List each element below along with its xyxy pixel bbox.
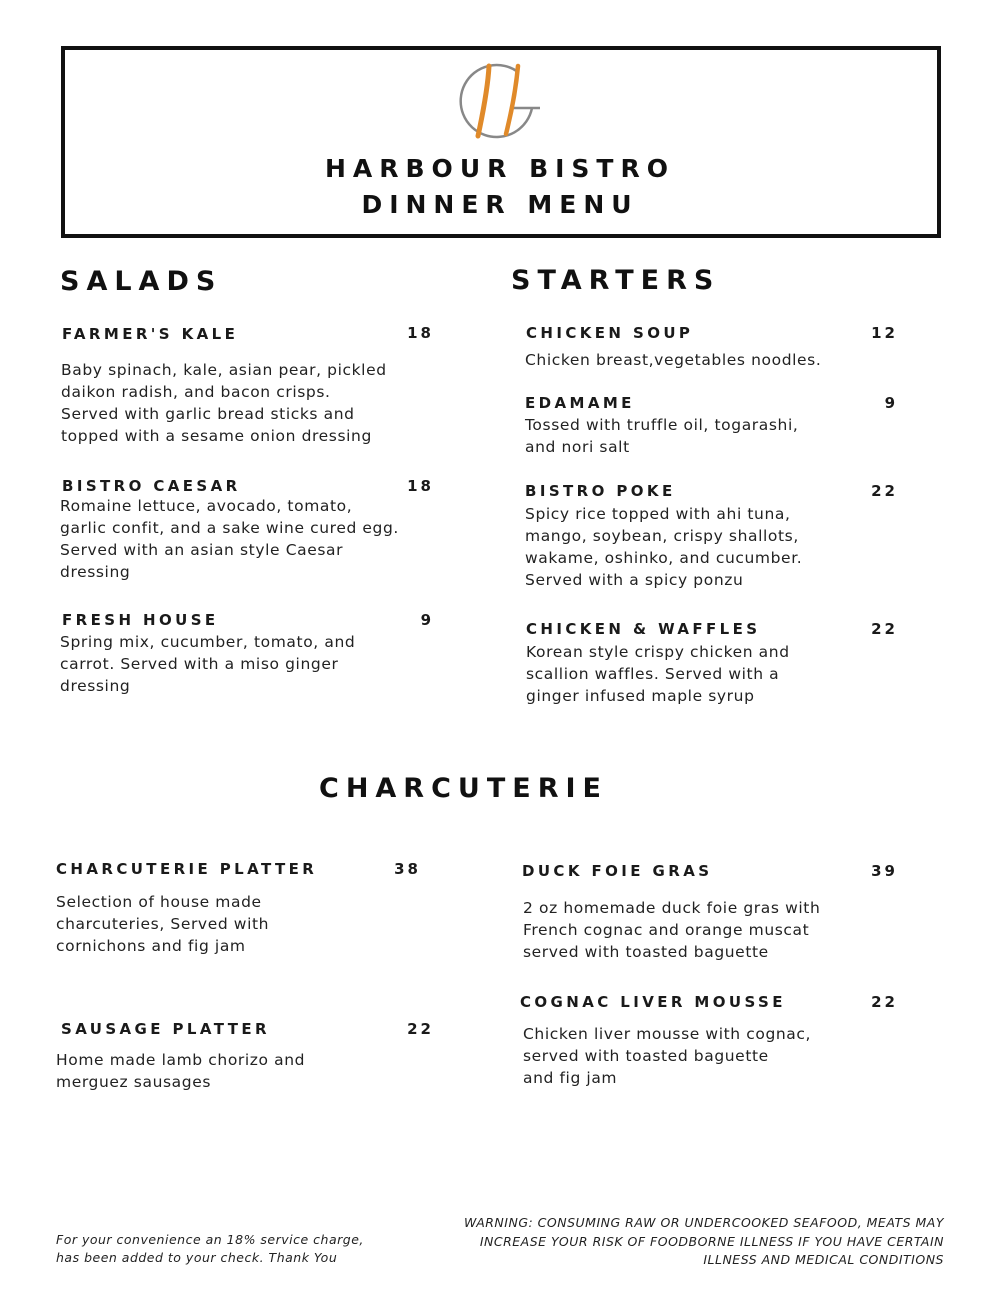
menu-item-price: 22 xyxy=(871,620,898,638)
menu-item-description: Chicken breast,vegetables noodles. xyxy=(525,351,822,369)
menu-item-description: Romaine lettuce, avocado, tomato, garlic confit, and a sake wine cured egg. Served with an asian style Caesar dressing xyxy=(60,497,399,581)
menu-item-description: Selection of house made charcuteries, Served with cornichons and fig jam xyxy=(56,893,270,955)
food-safety-warning: WARNING: CONSUMING RAW OR UNDERCOOKED SEAFOOD, MEATS MAY INCREASE YOUR RISK OF FOODBORNE ILLNESS IF YOU HAVE CERTAIN ILLNESS AND MEDICAL CONDITIONS xyxy=(463,1215,944,1267)
menu-item-description: Baby spinach, kale, asian pear, pickled daikon radish, and bacon crisps. Served with garlic bread sticks and topped with a sesame onion dressing xyxy=(61,361,387,445)
menu-item-name: EDAMAME xyxy=(525,394,635,412)
menu-item-price: 22 xyxy=(871,482,898,500)
menu-item-price: 9 xyxy=(884,394,898,412)
menu-item-name: BISTRO CAESAR xyxy=(62,477,241,495)
menu-item-name: DUCK FOIE GRAS xyxy=(522,862,713,880)
restaurant-name: HARBOUR BISTRO xyxy=(324,154,675,183)
menu-item-name: CHICKEN & WAFFLES xyxy=(526,620,761,638)
menu-item-description: Chicken liver mousse with cognac, served with toasted baguette and fig jam xyxy=(523,1025,812,1087)
menu-item-price: 12 xyxy=(871,324,898,342)
menu-item-description: Home made lamb chorizo and merguez sausages xyxy=(56,1051,306,1091)
starters-section-title: STARTERS xyxy=(511,265,721,296)
menu-item-name: CHARCUTERIE PLATTER xyxy=(56,860,318,878)
menu-item-name: FRESH HOUSE xyxy=(62,611,219,629)
menu-item-description: Spicy rice topped with ahi tuna, mango, soybean, crispy shallots, wakame, oshinko, and cucumber. Served with a spicy ponzu xyxy=(525,505,803,589)
menu-item-description: 2 oz homemade duck foie gras with French cognac and orange muscat served with toasted baguette xyxy=(523,899,821,961)
menu-item-name: FARMER'S KALE xyxy=(62,325,239,343)
menu-item-price: 9 xyxy=(420,611,434,629)
service-charge-note: For your convenience an 18% service charge, has been added to your check. Thank You xyxy=(56,1232,364,1265)
menu-item-description: Korean style crispy chicken and scallion waffles. Served with a ginger infused maple syrup xyxy=(526,643,790,705)
menu-item-description: Spring mix, cucumber, tomato, and carrot. Served with a miso ginger dressing xyxy=(60,633,356,695)
menu-item-description: Tossed with truffle oil, togarashi, and nori salt xyxy=(525,416,799,456)
charcuterie-section-title: CHARCUTERIE xyxy=(319,773,608,804)
menu-item-name: COGNAC LIVER MOUSSE xyxy=(520,993,786,1011)
menu-item-price: 22 xyxy=(407,1020,434,1038)
menu-item-price: 22 xyxy=(871,993,898,1011)
menu-item-price: 38 xyxy=(394,860,421,878)
salads-section-title: SALADS xyxy=(60,266,223,297)
menu-item-name: BISTRO POKE xyxy=(525,482,676,500)
menu-item-name: SAUSAGE PLATTER xyxy=(61,1020,270,1038)
menu-title: DINNER MENU xyxy=(361,190,639,219)
menu-item-price: 18 xyxy=(407,477,434,495)
harbour-bistro-logo-icon xyxy=(452,58,542,144)
menu-item-price: 18 xyxy=(407,324,434,342)
menu-item-price: 39 xyxy=(871,862,898,880)
menu-item-name: CHICKEN SOUP xyxy=(526,324,694,342)
